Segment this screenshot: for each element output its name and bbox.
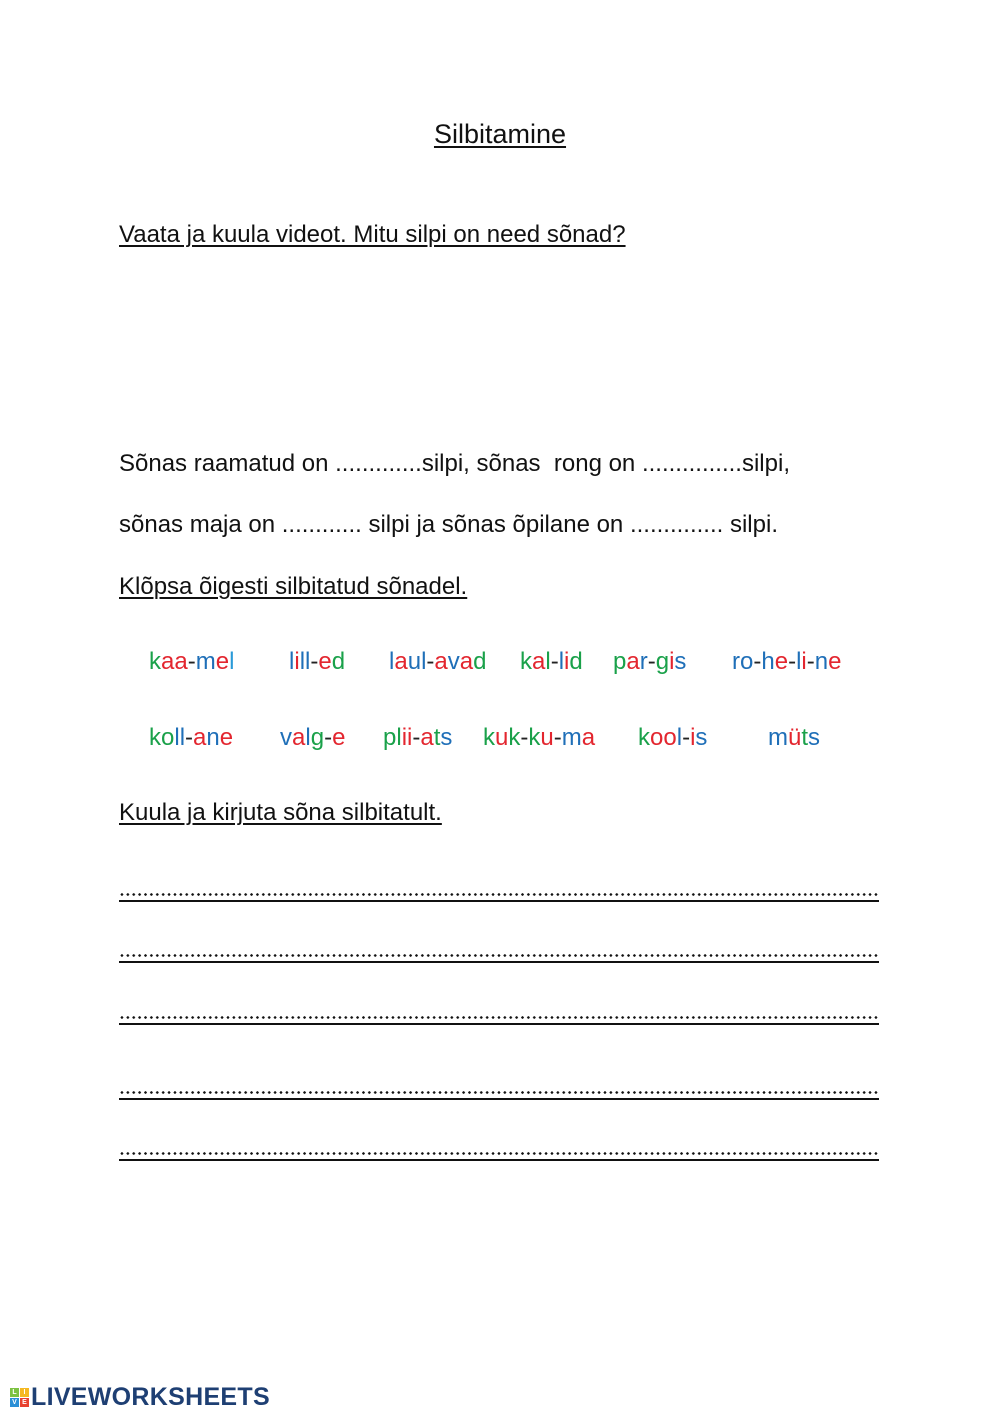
word-option[interactable]: ro-he-li-ne — [732, 648, 842, 675]
logo-block: L — [10, 1388, 19, 1397]
word-option[interactable]: laul-avad — [389, 648, 487, 675]
dotted-guide — [119, 1016, 879, 1019]
answer-line-1[interactable] — [119, 886, 879, 902]
answer-line-3[interactable] — [119, 1009, 879, 1025]
logo-blocks-icon — [10, 1388, 29, 1407]
word-option[interactable]: kool-is — [638, 724, 708, 751]
word-option[interactable]: valg-e — [280, 724, 346, 751]
logo-block: E — [20, 1398, 29, 1407]
word-option[interactable]: müts — [768, 724, 821, 751]
fill-in-sentence-1: Sõnas raamatud on .............silpi, sõnas rong on ...............silpi, — [119, 450, 790, 477]
write-instruction-heading: Kuula ja kirjuta sõna silbitatult. — [119, 799, 442, 826]
answer-line-5[interactable] — [119, 1145, 879, 1161]
dotted-guide — [119, 1152, 879, 1155]
dotted-guide — [119, 893, 879, 896]
word-option[interactable]: lill-ed — [289, 648, 346, 675]
fill-in-sentence-2: sõnas maja on ............ silpi ja sõnas õpilane on .............. silpi. — [119, 511, 778, 538]
logo-block: V — [10, 1398, 19, 1407]
word-option[interactable]: par-gis — [613, 648, 687, 675]
answer-line-2[interactable] — [119, 947, 879, 963]
liveworksheets-logo — [10, 1383, 270, 1412]
logo-block: I — [20, 1388, 29, 1397]
page-title: Silbitamine — [433, 119, 567, 149]
logo-text: LIVEWORKSHEETS — [31, 1383, 270, 1411]
word-option[interactable]: koll-ane — [149, 724, 234, 751]
answer-line-4[interactable] — [119, 1084, 879, 1100]
word-option[interactable]: plii-ats — [383, 724, 453, 751]
click-instruction-heading: Klõpsa õigesti silbitatud sõnadel. — [119, 573, 468, 600]
video-instruction-heading: Vaata ja kuula videot. Mitu silpi on need sõnad? — [119, 221, 626, 248]
word-option[interactable]: kaa-mel — [149, 648, 235, 675]
word-option[interactable]: kal-lid — [520, 648, 583, 675]
word-option[interactable]: kuk-ku-ma — [483, 724, 596, 751]
dotted-guide — [119, 954, 879, 957]
dotted-guide — [119, 1091, 879, 1094]
